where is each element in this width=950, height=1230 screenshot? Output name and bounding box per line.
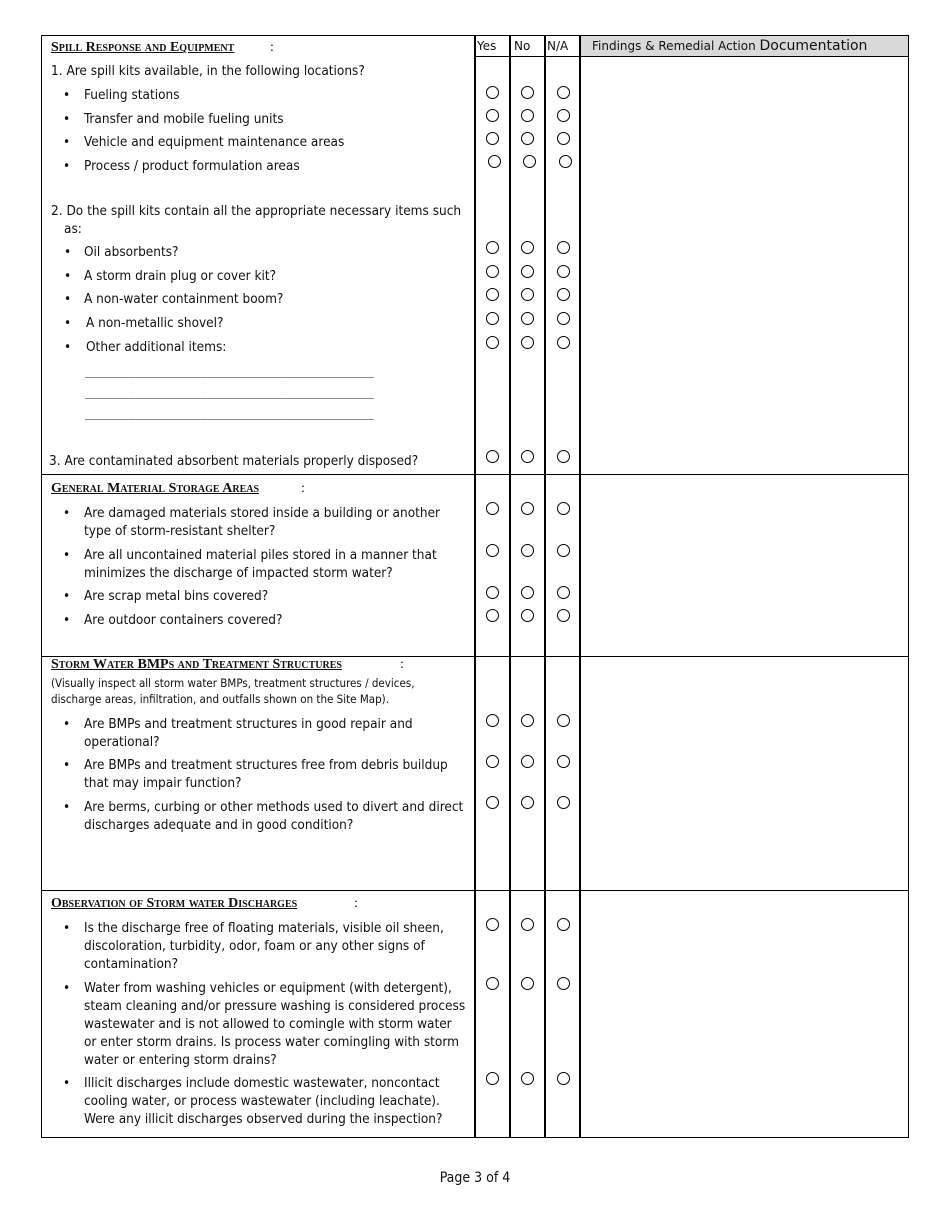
process-water-no-radio[interactable]: [521, 977, 534, 990]
yes-column-header: Yes: [477, 39, 497, 53]
discharge-question-2-line-5: water or entering storm drains?: [84, 1052, 277, 1068]
material-piles-yes-radio[interactable]: [486, 544, 499, 557]
discharge-free-na-radio[interactable]: [557, 918, 570, 931]
maintenance-areas-yes-radio[interactable]: [486, 132, 499, 145]
bmp-question-1-line-1: Are BMPs and treatment structures in good repair and: [84, 716, 413, 732]
bmp-title-colon: :: [400, 657, 404, 672]
bmp-question-3-bullet: •: [63, 799, 71, 815]
storage-question-2-line-2: minimizes the discharge of impacted storm water?: [84, 565, 393, 581]
discharge-question-3-bullet: •: [63, 1075, 71, 1091]
no-column-header: No: [514, 39, 531, 53]
scrap-bins-yes-radio[interactable]: [486, 586, 499, 599]
process-water-yes-radio[interactable]: [486, 977, 499, 990]
other-items-na-radio[interactable]: [557, 336, 570, 349]
berms-curbing-no-radio[interactable]: [521, 796, 534, 809]
illicit-discharges-na-radio[interactable]: [557, 1072, 570, 1085]
other-items-no-radio[interactable]: [521, 336, 534, 349]
discharge-question-1-line-3: contamination?: [84, 956, 179, 972]
transfer-units-yes-radio[interactable]: [486, 109, 499, 122]
storage-question-3-line-1: Are scrap metal bins covered?: [84, 588, 269, 604]
bmp-question-3-line-1: Are berms, curbing or other methods used to divert and direct: [84, 799, 464, 815]
fueling-stations-na-radio[interactable]: [557, 86, 570, 99]
discharge-free-yes-radio[interactable]: [486, 918, 499, 931]
discharge-question-2-line-4: or enter storm drains. Is process water comingling with storm: [84, 1034, 459, 1050]
spill-location-2-text: Transfer and mobile fueling units: [84, 111, 284, 127]
storage-question-3-bullet: •: [63, 588, 71, 604]
outdoor-containers-yes-radio[interactable]: [486, 609, 499, 622]
outdoor-containers-no-radio[interactable]: [521, 609, 534, 622]
storage-question-4-line-1: Are outdoor containers covered?: [84, 612, 283, 628]
bmp-question-1-bullet: •: [63, 716, 71, 732]
containment-boom-yes-radio[interactable]: [486, 288, 499, 301]
yes-col-left-border: [474, 35, 476, 1138]
other-items-blank-1[interactable]: ________________________________________: [85, 364, 374, 378]
containment-boom-na-radio[interactable]: [557, 288, 570, 301]
damaged-materials-yes-radio[interactable]: [486, 502, 499, 515]
bmp-question-2-line-2: that may impair function?: [84, 775, 242, 791]
discharge-question-1-bullet: •: [63, 920, 71, 936]
page-number: Page 3 of 4: [439, 1170, 511, 1186]
bmp-question-2-line-1: Are BMPs and treatment structures free from debris buildup: [84, 757, 448, 773]
storage-question-1-line-2: type of storm-resistant shelter?: [84, 523, 276, 539]
absorbent-disposed-yes-radio[interactable]: [486, 450, 499, 463]
non-metallic-shovel-na-radio[interactable]: [557, 312, 570, 325]
spill-kit-item-1-bullet: •: [64, 244, 72, 260]
spill-kit-item-5-bullet: •: [64, 339, 72, 355]
bmp-repair-yes-radio[interactable]: [486, 714, 499, 727]
berms-curbing-yes-radio[interactable]: [486, 796, 499, 809]
storage-question-2-line-1: Are all uncontained material piles stored in a manner that: [84, 547, 437, 563]
fueling-stations-no-radio[interactable]: [521, 86, 534, 99]
damaged-materials-na-radio[interactable]: [557, 502, 570, 515]
non-metallic-shovel-yes-radio[interactable]: [486, 312, 499, 325]
fueling-stations-yes-radio[interactable]: [486, 86, 499, 99]
documentation-label: Documentation: [759, 38, 868, 54]
header-bottom-border: [475, 56, 909, 57]
na-col-left-border: [544, 35, 546, 1138]
drain-plug-yes-radio[interactable]: [486, 265, 499, 278]
spill-location-3-text: Vehicle and equipment maintenance areas: [84, 134, 345, 150]
findings-column-header: [592, 36, 867, 56]
findings-col-left-border: [579, 35, 581, 1138]
storage-question-2-bullet: •: [63, 547, 71, 563]
containment-boom-no-radio[interactable]: [521, 288, 534, 301]
oil-absorbents-yes-radio[interactable]: [486, 241, 499, 254]
spill-location-1-text: Fueling stations: [84, 87, 180, 103]
process-areas-na-radio[interactable]: [559, 155, 572, 168]
storage-section-title: General Material Storage Areas: [51, 481, 260, 496]
process-water-na-radio[interactable]: [557, 977, 570, 990]
bmp-question-2-bullet: •: [63, 757, 71, 773]
berms-curbing-na-radio[interactable]: [557, 796, 570, 809]
discharge-question-2-line-3: wastewater and is not allowed to comingle with storm water: [84, 1016, 452, 1032]
spill-kit-item-2-text: A storm drain plug or cover kit?: [84, 268, 277, 284]
discharge-question-3-line-2: cooling water, or process wastewater (including leachate).: [84, 1093, 440, 1109]
damaged-materials-no-radio[interactable]: [521, 502, 534, 515]
bmp-repair-no-radio[interactable]: [521, 714, 534, 727]
spill-kit-item-5-text: Other additional items:: [86, 339, 227, 355]
spill-kit-item-4-bullet: •: [64, 315, 72, 331]
bmp-repair-na-radio[interactable]: [557, 714, 570, 727]
discharge-question-1-line-1: Is the discharge free of floating materials, visible oil sheen,: [84, 920, 444, 936]
discharge-question-2-bullet: •: [63, 980, 71, 996]
discharge-question-2-line-1: Water from washing vehicles or equipment (with detergent),: [84, 980, 452, 996]
spill-q1: 1. Are spill kits available, in the following locations?: [51, 63, 365, 79]
absorbent-disposed-no-radio[interactable]: [521, 450, 534, 463]
left-border: [41, 35, 42, 1138]
other-items-blank-2[interactable]: ________________________________________: [85, 385, 374, 399]
spill-q3: 3. Are contaminated absorbent materials properly disposed?: [49, 453, 419, 469]
non-metallic-shovel-no-radio[interactable]: [521, 312, 534, 325]
discharge-question-1-line-2: discoloration, turbidity, odor, foam or any other signs of: [84, 938, 425, 954]
spill-location-1-bullet: •: [63, 87, 71, 103]
bmp-note-line1: (Visually inspect all storm water BMPs, treatment structures / devices,: [51, 676, 415, 690]
spill-q2-line1: 2. Do the spill kits contain all the appropriate necessary items such: [51, 203, 462, 219]
spill-location-3-bullet: •: [63, 134, 71, 150]
material-piles-na-radio[interactable]: [557, 544, 570, 557]
discharge-title-colon: :: [354, 896, 358, 911]
spill-q2-line2: as:: [64, 221, 82, 237]
spill-kit-item-3-bullet: •: [64, 291, 72, 307]
maintenance-areas-no-radio[interactable]: [521, 132, 534, 145]
spill-location-4-text: Process / product formulation areas: [84, 158, 300, 174]
bmp-note-line2: discharge areas, infiltration, and outfalls shown on the Site Map).: [51, 692, 389, 706]
storage-question-1-bullet: •: [63, 505, 71, 521]
spill-kit-item-2-bullet: •: [64, 268, 72, 284]
discharge-section-title: Observation of Storm water Discharges: [51, 896, 298, 911]
no-col-left-border: [509, 35, 511, 1138]
bmp-question-1-line-2: operational?: [84, 734, 160, 750]
illicit-discharges-no-radio[interactable]: [521, 1072, 534, 1085]
spill-kit-item-4-text: A non-metallic shovel?: [86, 315, 224, 331]
discharge-question-2-line-2: steam cleaning and/or pressure washing is considered process: [84, 998, 466, 1014]
spill-kit-item-3-text: A non-water containment boom?: [84, 291, 284, 307]
spill-title-colon: :: [270, 40, 274, 55]
transfer-units-no-radio[interactable]: [521, 109, 534, 122]
other-items-yes-radio[interactable]: [486, 336, 499, 349]
storage-question-4-bullet: •: [63, 612, 71, 628]
drain-plug-no-radio[interactable]: [521, 265, 534, 278]
spill-location-2-bullet: •: [63, 111, 71, 127]
storage-title-colon: :: [301, 481, 305, 496]
storage-question-1-line-1: Are damaged materials stored inside a building or another: [84, 505, 441, 521]
na-column-header: N/A: [547, 39, 569, 53]
other-items-blank-3[interactable]: ________________________________________: [85, 406, 374, 420]
spill-kit-item-1-text: Oil absorbents?: [84, 244, 179, 260]
right-border: [908, 35, 909, 1138]
oil-absorbents-no-radio[interactable]: [521, 241, 534, 254]
oil-absorbents-na-radio[interactable]: [557, 241, 570, 254]
bmp-section-title: Storm Water BMPs and Treatment Structures: [51, 657, 342, 672]
discharge-question-3-line-3: Were any illicit discharges observed during the inspection?: [84, 1111, 443, 1127]
scrap-bins-na-radio[interactable]: [557, 586, 570, 599]
maintenance-areas-na-radio[interactable]: [557, 132, 570, 145]
process-areas-yes-radio[interactable]: [488, 155, 501, 168]
bmp-debris-yes-radio[interactable]: [486, 755, 499, 768]
discharge-free-no-radio[interactable]: [521, 918, 534, 931]
bmp-question-3-line-2: discharges adequate and in good condition?: [84, 817, 354, 833]
bmp-debris-no-radio[interactable]: [521, 755, 534, 768]
transfer-units-na-radio[interactable]: [557, 109, 570, 122]
outdoor-containers-na-radio[interactable]: [557, 609, 570, 622]
findings-label: Findings & Remedial Action: [592, 39, 756, 53]
discharge-question-3-line-1: Illicit discharges include domestic wastewater, noncontact: [84, 1075, 440, 1091]
absorbent-disposed-na-radio[interactable]: [557, 450, 570, 463]
bmp-debris-na-radio[interactable]: [557, 755, 570, 768]
drain-plug-na-radio[interactable]: [557, 265, 570, 278]
spill-section-title: Spill Response and Equipment: [51, 40, 235, 55]
process-areas-no-radio[interactable]: [523, 155, 536, 168]
scrap-bins-no-radio[interactable]: [521, 586, 534, 599]
material-piles-no-radio[interactable]: [521, 544, 534, 557]
spill-location-4-bullet: •: [63, 158, 71, 174]
illicit-discharges-yes-radio[interactable]: [486, 1072, 499, 1085]
